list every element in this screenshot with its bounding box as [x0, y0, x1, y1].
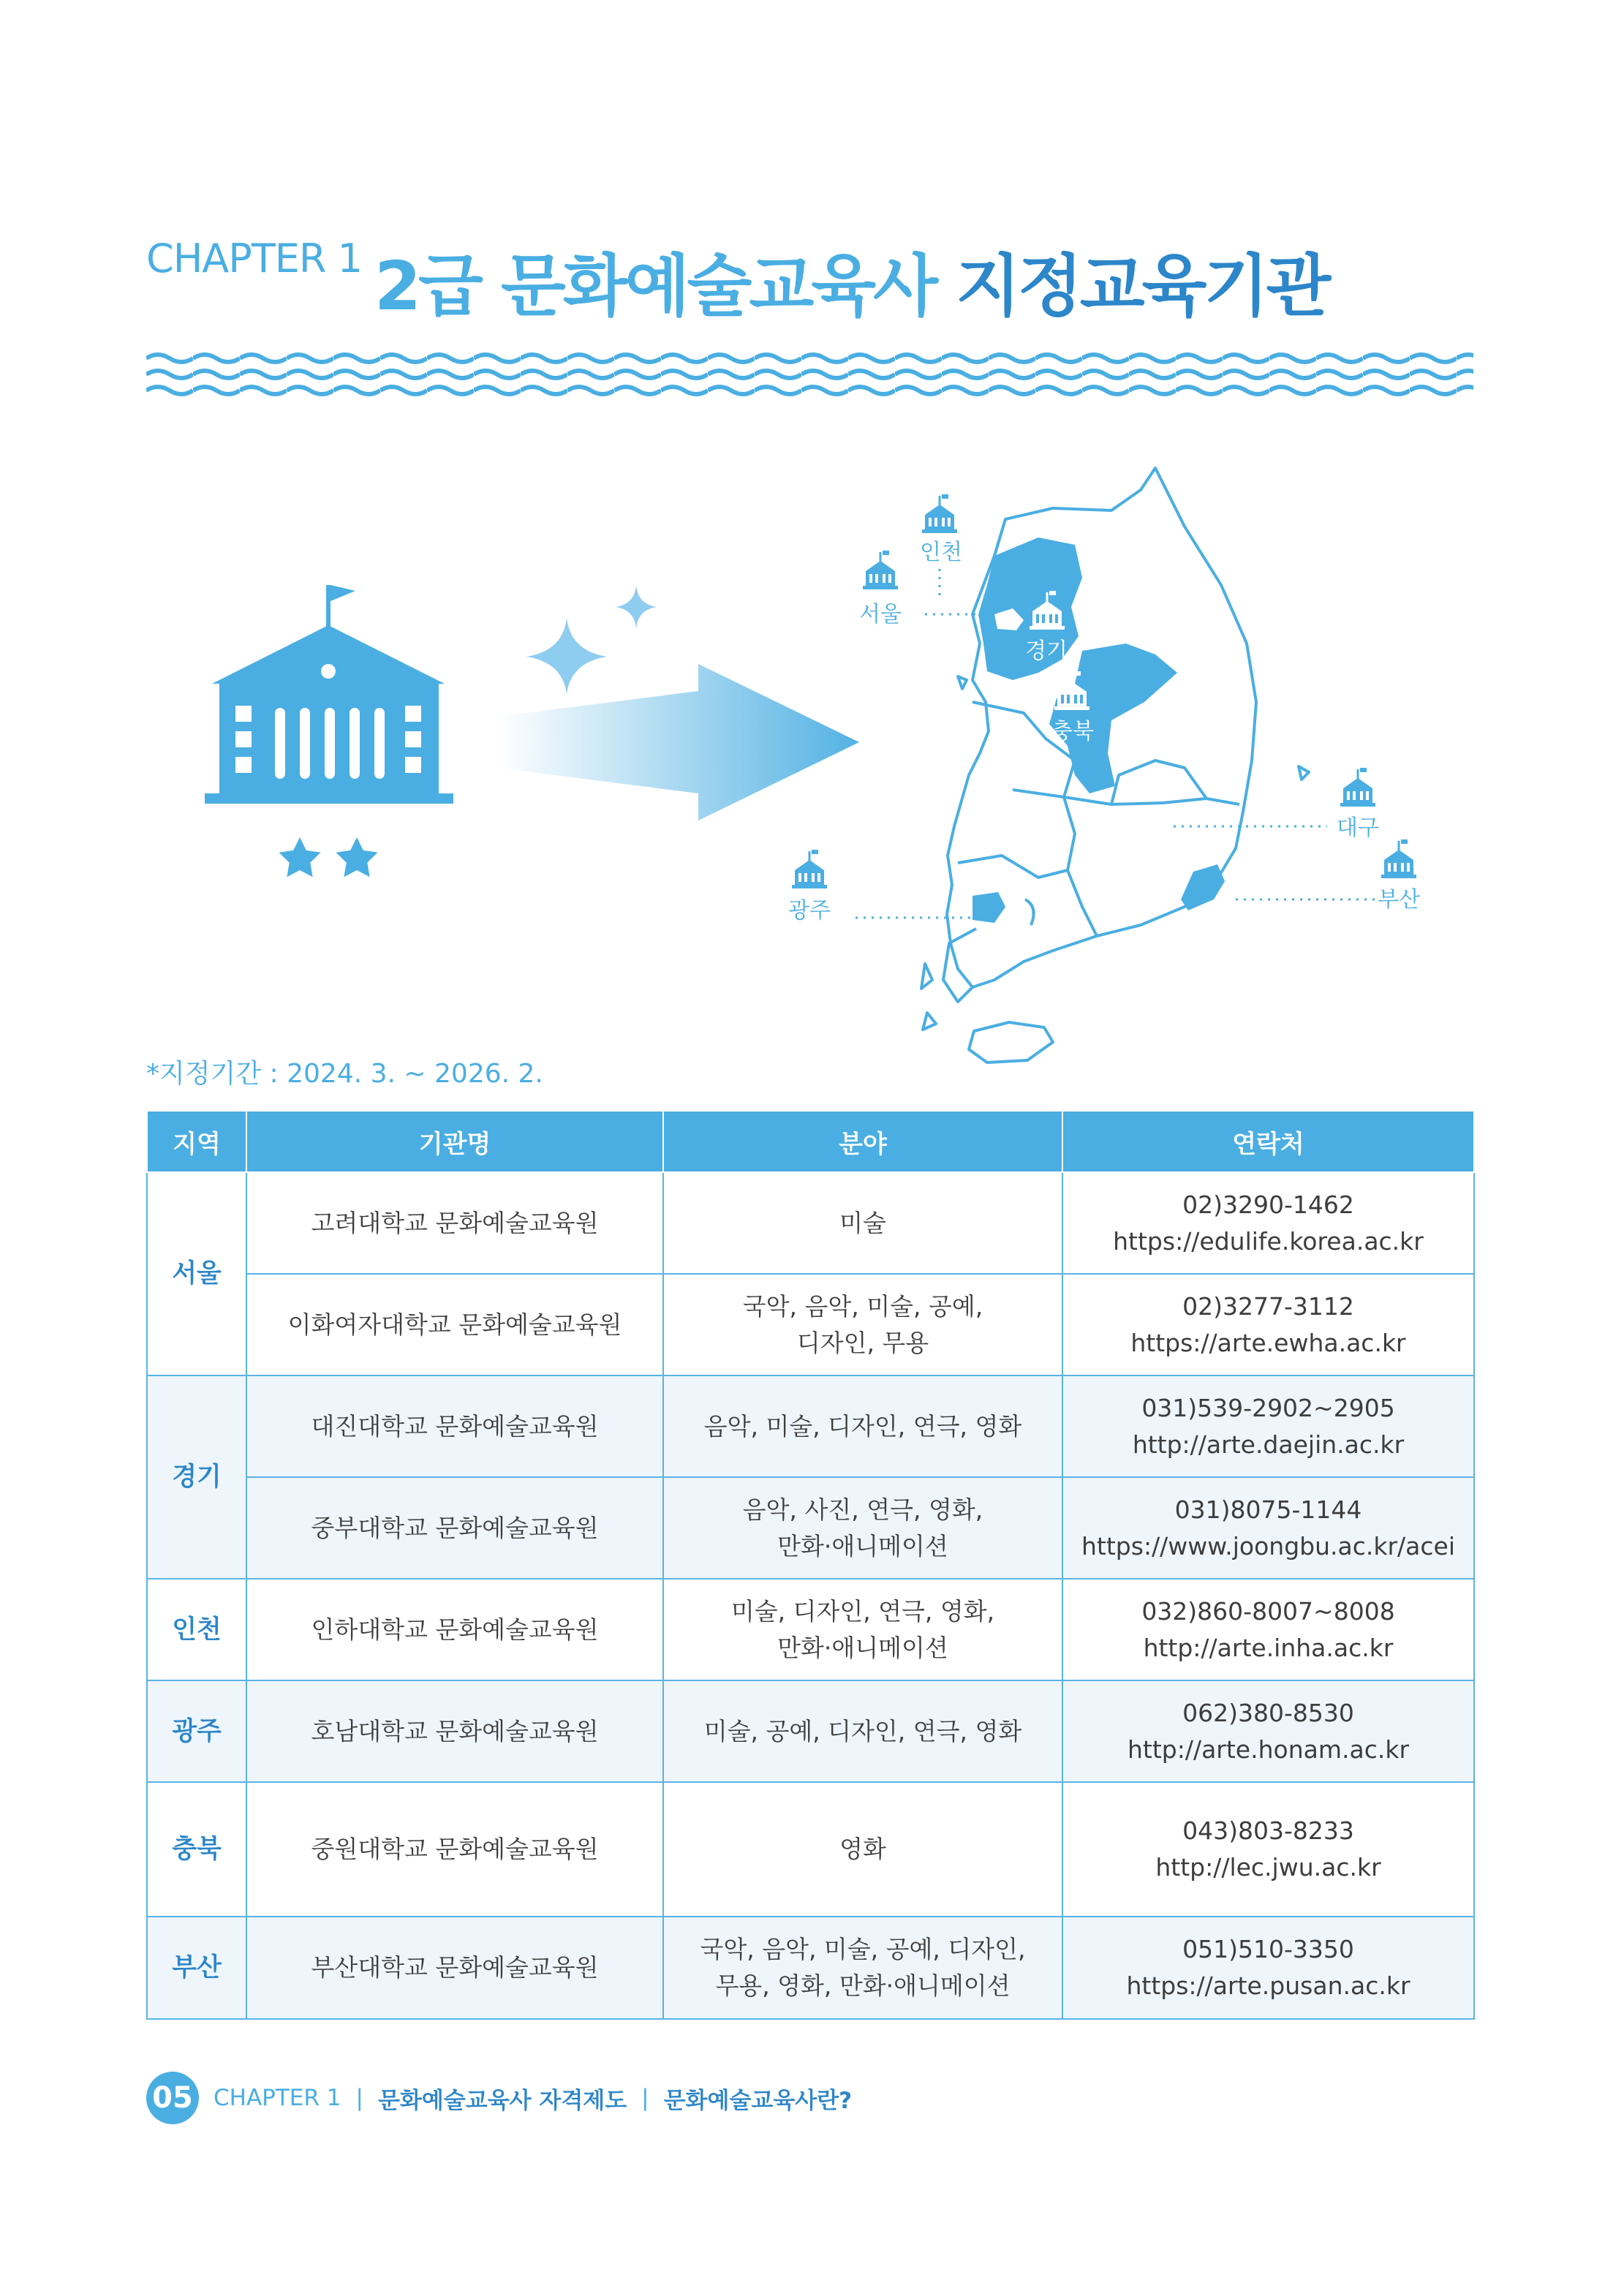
chapter-label: CHAPTER 1 — [146, 235, 362, 282]
contact-cell: 031)8075-1144 https://www.joongbu.ac.kr/acei — [1062, 1477, 1474, 1579]
region-gwangju — [972, 892, 1005, 923]
map-label-gyeonggi: 경기 — [1025, 638, 1068, 664]
map-label-seoul: 서울 — [859, 602, 902, 627]
map-pin-building-icon — [792, 850, 827, 888]
field-cell: 미술, 디자인, 연극, 영화, 만화·애니메이션 — [663, 1579, 1062, 1680]
field-cell: 영화 — [663, 1782, 1062, 1917]
sparkle-icon — [616, 585, 657, 629]
field-cell: 미술, 공예, 디자인, 연극, 영화 — [663, 1680, 1062, 1782]
table-row — [147, 1274, 1474, 1375]
arrow-right-icon — [497, 664, 859, 820]
contact-cell: 02)3290-1462 https://edulife.korea.ac.kr — [1062, 1172, 1474, 1274]
institution-name: 고려대학교 문화예술교육원 — [246, 1172, 663, 1274]
designation-period-note: *지정기간 : 2024. 3. ~ 2026. 2. — [146, 1059, 543, 1089]
header-contact: 연락처 — [1062, 1111, 1474, 1172]
contact-cell: 031)539-2902~2905 http://arte.daejin.ac.kr — [1062, 1375, 1474, 1477]
field-cell: 음악, 미술, 디자인, 연극, 영화 — [663, 1375, 1062, 1477]
contact-cell: 051)510-3350 https://arte.pusan.ac.kr — [1062, 1917, 1474, 2019]
institution-name: 이화여자대학교 문화예술교육원 — [246, 1274, 663, 1375]
region-cell: 충북 — [147, 1782, 246, 1917]
institution-name: 인하대학교 문화예술교육원 — [246, 1579, 663, 1680]
title-main: 2급 문화예술교육사 — [374, 247, 936, 325]
star-icon — [336, 837, 378, 877]
region-cell: 인천 — [147, 1579, 246, 1680]
page-footer — [146, 2072, 852, 2124]
table-header-row — [147, 1111, 1474, 1172]
sparkle-icon — [526, 618, 607, 695]
field-cell: 미술 — [663, 1172, 1062, 1274]
title-strong: 지정교육기관 — [956, 247, 1329, 325]
institution-name: 중원대학교 문화예술교육원 — [246, 1782, 663, 1917]
map-pin-building-icon — [1381, 839, 1416, 878]
map-pin-building-icon — [922, 494, 957, 533]
region-cell: 부산 — [147, 1917, 246, 2019]
contact-cell: 043)803-8233 http://lec.jwu.ac.kr — [1062, 1782, 1474, 1917]
school-building-icon — [205, 585, 453, 804]
institution-name: 부산대학교 문화예술교육원 — [246, 1917, 663, 2019]
map-pin-building-icon — [863, 551, 898, 589]
map-pin-building-icon — [1340, 768, 1375, 807]
footer-breadcrumb-2: 문화예술교육사란? — [663, 2087, 853, 2114]
table-row — [147, 1579, 1474, 1680]
header-name: 기관명 — [246, 1111, 663, 1172]
korea-map — [921, 468, 1309, 1063]
header-region: 지역 — [147, 1111, 246, 1172]
footer-chapter: CHAPTER 1 — [214, 2085, 341, 2111]
illustration — [0, 0, 1624, 1068]
map-label-chungbuk: 충북 — [1051, 719, 1094, 744]
institution-name: 대진대학교 문화예술교육원 — [246, 1375, 663, 1477]
region-cell: 서울 — [147, 1172, 246, 1375]
field-cell: 국악, 음악, 미술, 공예, 디자인, 무용, 영화, 만화·애니메이션 — [663, 1917, 1062, 2019]
region-cell: 광주 — [147, 1680, 246, 1782]
header-field: 분야 — [663, 1111, 1062, 1172]
contact-cell: 062)380-8530 http://arte.honam.ac.kr — [1062, 1680, 1474, 1782]
footer-separator: | — [641, 2085, 649, 2111]
map-label-busan: 부산 — [1378, 887, 1420, 913]
star-icon — [279, 837, 321, 877]
table-row — [147, 1172, 1474, 1274]
contact-cell: 032)860-8007~8008 http://arte.inha.ac.kr — [1062, 1579, 1474, 1680]
page-number: 05 — [146, 2072, 199, 2124]
institution-name: 호남대학교 문화예술교육원 — [246, 1680, 663, 1782]
table-row — [147, 1477, 1474, 1579]
institution-name: 중부대학교 문화예술교육원 — [246, 1477, 663, 1579]
table-row — [147, 1375, 1474, 1477]
field-cell: 음악, 사진, 연극, 영화, 만화·애니메이션 — [663, 1477, 1062, 1579]
footer-separator: | — [355, 2085, 363, 2111]
map-label-daegu: 대구 — [1337, 815, 1379, 841]
table-row — [147, 1680, 1474, 1782]
table-row — [147, 1782, 1474, 1917]
field-cell: 국악, 음악, 미술, 공예, 디자인, 무용 — [663, 1274, 1062, 1375]
map-label-incheon: 인천 — [920, 540, 962, 565]
footer-breadcrumb-1: 문화예술교육사 자격제도 — [377, 2087, 627, 2114]
region-busan — [1181, 864, 1225, 910]
institution-table — [146, 1110, 1475, 2020]
contact-cell: 02)3277-3112 https://arte.ewha.ac.kr — [1062, 1274, 1474, 1375]
region-cell: 경기 — [147, 1375, 246, 1579]
map-label-gwangju: 광주 — [788, 898, 831, 924]
table-row — [147, 1917, 1474, 2019]
